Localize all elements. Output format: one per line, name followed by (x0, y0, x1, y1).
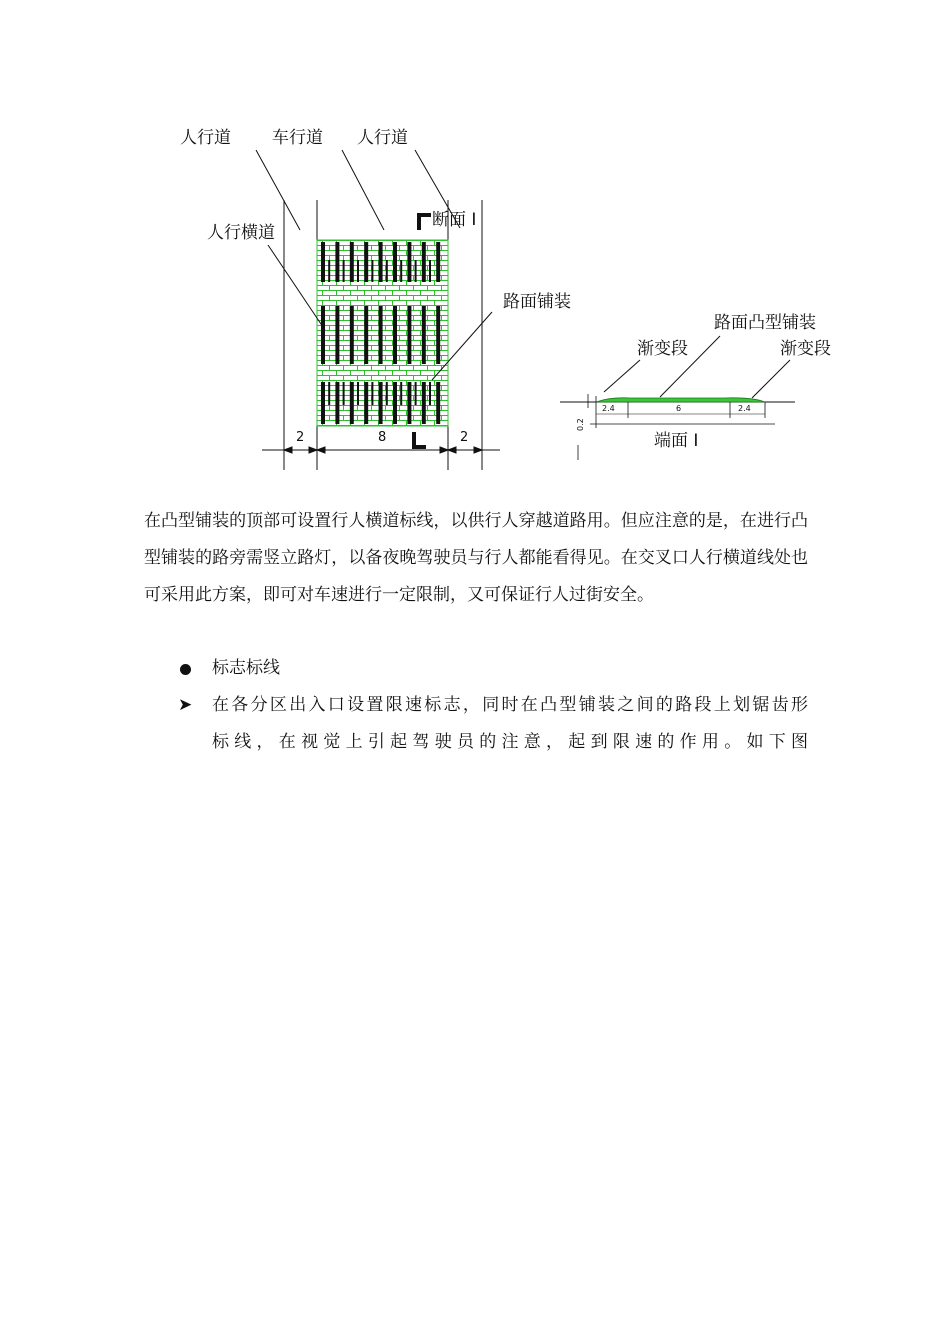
crosswalk-bar (400, 260, 402, 282)
crosswalk-bar (350, 382, 354, 424)
label-end-section: 端面 I (654, 431, 699, 451)
dim-transition-right: 2.4 (738, 404, 751, 413)
dim-road: 8 (378, 430, 387, 445)
crosswalk-bar (415, 260, 417, 282)
crosswalk-bar (415, 382, 417, 405)
crosswalk-bar (422, 306, 426, 364)
crosswalk-bar (422, 382, 426, 424)
crosswalk-diagram (0, 0, 950, 500)
crosswalk-bar (357, 382, 359, 405)
crosswalk-bar (328, 382, 330, 405)
crosswalk-bar (364, 242, 368, 282)
crosswalk-bar (407, 306, 411, 364)
crosswalk-bar (379, 242, 383, 282)
label-section-mark: 断面 I (432, 210, 477, 230)
crosswalk-bar (436, 242, 440, 282)
bullet-heading: 标志标线 (212, 658, 280, 678)
label-convex-pavement: 路面凸型铺装 (714, 313, 816, 333)
crosswalk-bar (335, 382, 339, 424)
label-transition-left: 渐变段 (637, 339, 688, 359)
bullet-dot-icon (180, 664, 191, 675)
crosswalk-bar (335, 306, 339, 364)
crosswalk-bar (386, 260, 388, 282)
crosswalk-bar (429, 382, 431, 405)
crosswalk-bar (371, 260, 373, 282)
crosswalk-bar (364, 382, 368, 424)
dim-middle: 6 (676, 404, 682, 413)
crosswalk-bar (335, 242, 339, 282)
arrow-item-line2: 标线，在视觉上引起驾驶员的注意，起到限速的作用。如下图 (212, 732, 808, 752)
label-sidewalk-right: 人行道 (357, 128, 408, 148)
crosswalk-bar (400, 382, 402, 405)
crosswalk-bar (350, 306, 354, 364)
dim-right: 2 (460, 430, 469, 445)
crosswalk-bar (343, 260, 345, 282)
crosswalk-bar (379, 306, 383, 364)
label-sidewalk-left: 人行道 (180, 128, 231, 148)
arrow-bullet-icon: ➤ (178, 695, 193, 715)
crosswalk-bar (422, 242, 426, 282)
arrow-item-line1: 在各分区出入口设置限速标志，同时在凸型铺装之间的路段上划锯齿形 (212, 695, 808, 715)
section-mark-top (419, 215, 431, 230)
label-roadway: 车行道 (272, 128, 323, 148)
crosswalk-bar (436, 306, 440, 364)
crosswalk-bar (393, 382, 397, 424)
crosswalk-bar (343, 382, 345, 405)
body-paragraph: 在凸型铺装的顶部可设置行人横道标线，以供行人穿越道路用。但应注意的是，在进行凸型铺装的路旁需竖立路灯，以备夜晚驾驶员与行人都能看得见。在交叉口人行横道线处也可采用此方案，即可对车速进行一定限制，又可保证行人过街安全。 (144, 511, 808, 605)
crosswalk-bar (321, 306, 325, 364)
crosswalk-bar (371, 382, 373, 405)
crosswalk-bar (328, 260, 330, 282)
crosswalk-bar (321, 382, 325, 424)
crosswalk-bar (436, 382, 440, 424)
plan-dimension (262, 447, 500, 453)
crosswalk-bar (386, 382, 388, 405)
crosswalk-bar (350, 242, 354, 282)
crosswalk-bar (393, 242, 397, 282)
crosswalk-bar (357, 260, 359, 282)
section-mark-bottom (414, 432, 426, 447)
crosswalk-bar (407, 382, 411, 424)
crosswalk-bar (429, 260, 431, 282)
crosswalk-bars (321, 242, 440, 424)
dim-left: 2 (296, 430, 305, 445)
crosswalk-bar (393, 306, 397, 364)
label-crosswalk: 人行横道 (207, 223, 275, 243)
crosswalk-bar (321, 242, 325, 282)
dim-transition-left: 2.4 (602, 404, 615, 413)
label-pavement: 路面铺装 (503, 292, 571, 312)
crosswalk-bar (379, 382, 383, 424)
label-transition-right: 渐变段 (780, 339, 831, 359)
crosswalk-bar (364, 306, 368, 364)
crosswalk-bar (407, 242, 411, 282)
dim-height: 0.2 (576, 418, 585, 431)
arrow-item-text (212, 687, 808, 761)
